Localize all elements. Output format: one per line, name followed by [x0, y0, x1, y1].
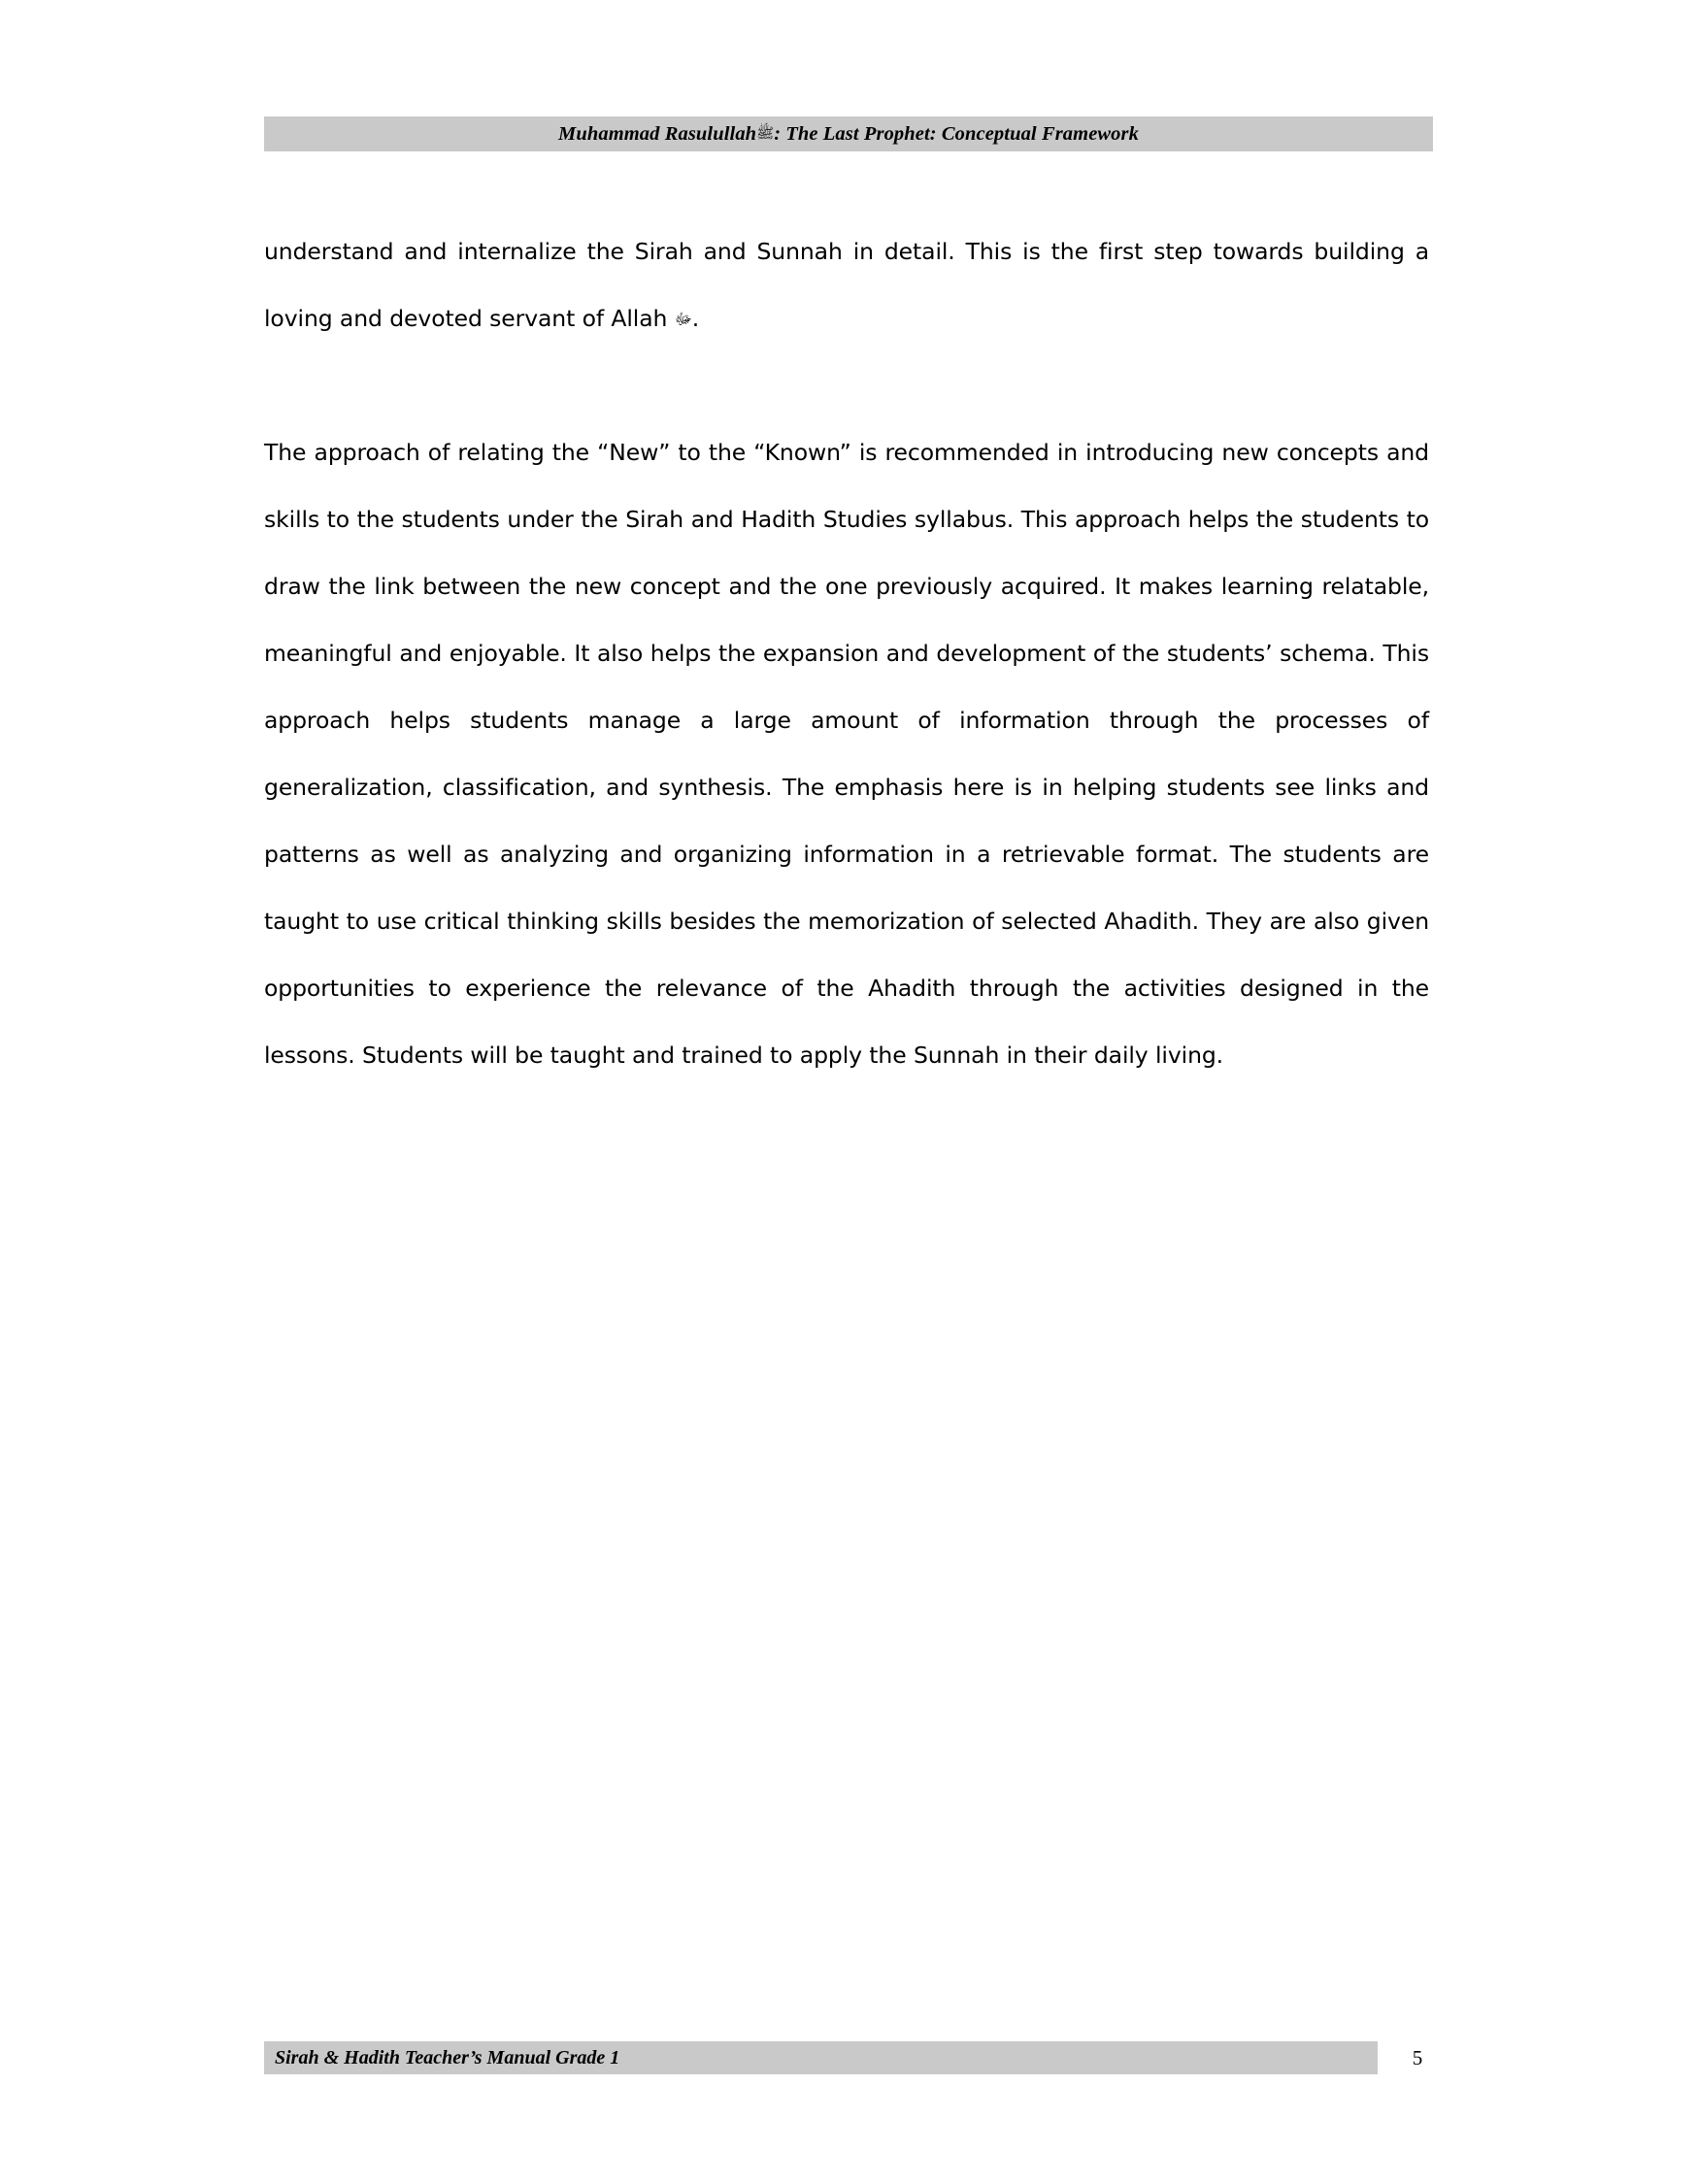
paragraph-1-text-end: .: [691, 305, 700, 332]
paragraph-1-text: understand and internalize the Sirah and Sunnah in detail. This is the first step towards building a loving and devoted servant of Allah: [264, 238, 1429, 332]
pbuh-symbol-icon: ﷺ: [756, 126, 775, 142]
paragraph-1: [264, 218, 1429, 352]
header-title-before: Muhammad Rasulullah: [558, 123, 757, 145]
running-header: [264, 118, 1433, 149]
header-title-after: : The Last Prophet: Conceptual Framework: [774, 123, 1139, 145]
footer-title: Sirah & Hadith Teacher’s Manual Grade 1: [275, 2047, 620, 2068]
paragraph-2: The approach of relating the “New” to the “Known” is recommended in introducing new concepts and skills to the students under the Sirah and Hadith Studies syllabus. This approach helps the students to draw the link between the new concept and the one previously acquired. It makes learning relatable, meaningful and enjoyable. It also helps the expansion and development of the students’ schema. This approach helps students manage a large amount of information through the processes of generalization, classification, and synthesis. The emphasis here is in helping students see links and patterns as well as analyzing and organizing information in a retrievable format. The students are taught to use critical thinking skills besides the memorization of selected Ahadith. They are also given opportunities to experience the relevance of the Ahadith through the activities designed in the lessons. Students will be taught and trained to apply the Sunnah in their daily living.: [264, 439, 1429, 1069]
page-number: 5: [1412, 2046, 1423, 2069]
jalla-jalaluhu-symbol-icon: ﷻ: [674, 310, 692, 328]
body-content: [264, 218, 1429, 1089]
